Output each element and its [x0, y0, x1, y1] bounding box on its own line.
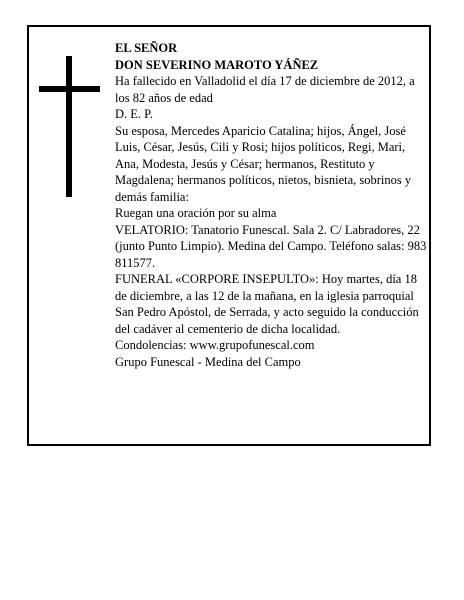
condolences-info: Condolencias: www.grupofunescal.com [115, 338, 315, 352]
family-list: Su esposa, Mercedes Aparicio Catalina; hijos, Ángel, José Luis, César, Jesús, Cili y Rosi; hijos políticos, Regi, Mari, Ana, Modesta, Jesús y César; hermanos, Restituto y Magdalena; hermanos políticos, nietos, bisnieta, sobrinos y demás familia: [115, 123, 412, 204]
prayer-request: Ruegan una oración por su alma [115, 206, 277, 220]
cross-horizontal-bar [39, 86, 100, 92]
funeral-home: Grupo Funescal - Medina del Campo [115, 354, 301, 369]
notice-title: EL SEÑOR [115, 41, 178, 55]
cross-vertical-bar [66, 56, 72, 197]
death-info: Ha fallecido en Valladolid el día 17 de diciembre de 2012, a los 82 años de edad [115, 74, 415, 105]
funeral-info: FUNERAL «CORPORE INSEPULTO»: Hoy martes, día 18 de diciembre, a las 12 de la mañana, en la iglesia parroquial San Pedro Apóstol, de Serrada, y acto seguido la conducción del cadáver al cementerio de dicha localidad. [115, 272, 419, 336]
wake-info: VELATORIO: Tanatorio Funescal. Sala 2. C/ Labradores, 22 (junto Punto Limpio). Medina del Campo. Teléfono salas: 983 811577. [115, 222, 427, 270]
notice-text [115, 40, 429, 370]
rip-text: D. E. P. [115, 107, 153, 121]
deceased-name: DON SEVERINO MAROTO YÁÑEZ [115, 57, 319, 72]
cross-icon [39, 56, 100, 197]
obituary-notice [27, 25, 431, 446]
